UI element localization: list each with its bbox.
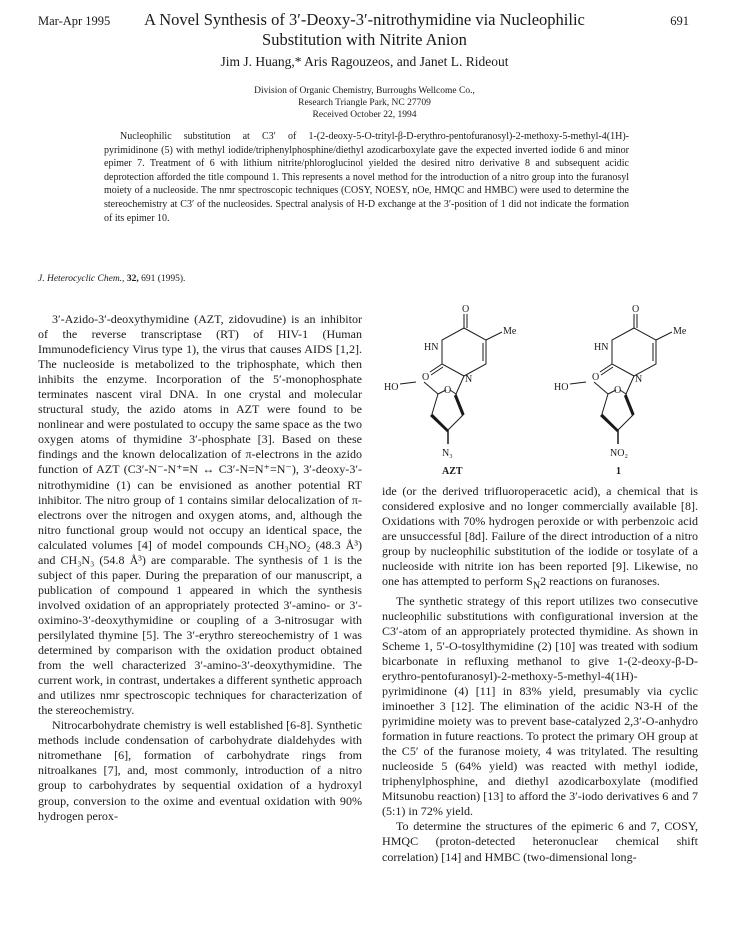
running-header-date: Mar-Apr 1995 (38, 14, 111, 28)
citation-volume: 32, (126, 274, 139, 284)
article-title (0, 10, 729, 50)
atom-azide: N₃ (442, 448, 453, 459)
atom-ring-o: O (444, 385, 452, 396)
journal-citation (38, 274, 185, 284)
atom-n1: N (635, 374, 643, 385)
title-line-2: Substitution with Nitrite Anion (262, 30, 467, 49)
structure-compound-1 (554, 304, 687, 474)
paragraph-intro: 3′-Azido-3′-deoxythymidine (AZT, zidovudine) is an inhibitor of the reverse transcriptase (RT) of HIV-1 (Human Immunodeficiency Virus type 1), the virus that causes AIDS [1,2]. The nucleoside is metabolized to the triphosphate, which then inhibits the enzyme. Incorporation of the 5′-monophosphate terminates nascent viral DNA. In one crystal and molecular structural study, the azido atoms in AZT were found to be nonlinear and were postulated to occupy the same space as the two oxygen atoms of thymidine 3′-phosphate [3]. Based on these findings and the known delocalization of π-electrons in the azido function of AZT (C3′-N⁻-N⁺≡N ↔ C3′-N=N⁺=N⁻), 3′-deoxy-3′-nitrothymidine (1) can be envisioned as another potential RT inhibitor. The nitro group of 1 contains similar delocalization of π-electrons over the nitrogen and oxygen atoms, and, although the nitro functional group would not occupy an identical space, the calculated volumes [4] of model compounds CH₃NO₂ (48.3 Å³) and CH₃N₃ (54.8 Å³) are comparable. The synthesis of 1 is the subject of this paper. During the preparation of our manuscript, a publication of compound 1 appeared in which the synthesis involved oxidation of an appropriately protected 3′-amino- or 3′-oximino-3′-deoxythymidine or coupling of a 3-nitrosugar with persilylated thymine [5]. The 3′-erythro stereochemistry of 1 was determined by comparison with the oxidation product obtained from the well characterized 3′-amino-3′-deoxythymidine. The current work, in contrast, undertakes a different synthetic approach and utilizes nmr spectroscopic techniques for characterization of the stereochemistry. (38, 312, 362, 718)
paragraph-strategy: The synthetic strategy of this report utilizes two consecutive nucleophilic substitutions with configurational inversion at the C3′-atom of an appropriately protected thymidine. As shown in Scheme 1, 5′-O-tosylthymidine (2) [10] was treated with sodium bicarbonate in refluxing methanol to give 1-(2-deoxy-β-D-erythro-pentofuranosyl)-2-methoxy-5-methyl-4(1H)-pyrimidinone (4) [11] in 83% yield, presumably via cyclic iminoether 3 [12]. The elimination of the acidic N3-H of the pyrimidine moiety was to prevent base-catalyzed 2,3′-O-anhydro formation in future reactions. To protect the primary OH group at the C5′ of the furanose moiety, 4 was tritylated. The resulting nucleoside 5 (64% yield) was reacted with methyl iodide, triphenylphosphine, and diethyl azodicarboxylate (modified Mitsunobu reaction) [13] to afford the 3′-iodo derivatives 6 and 7 (5:1) in 72% yield. (382, 593, 698, 819)
atom-hn: HN (424, 342, 439, 353)
paragraph-peroxide: ide (or the derived trifluoroperacetic acid), a chemical that is considered explosive and no longer commercially available [8]. Oxidations with 70% hydrogen peroxide or with perbenzoic acid are unsuccessful [8d]. Failure of the direct introduction of a nitro group by nucleophilic substitution of the iodide or tosylate of a nucleoside with nitrite ion has been reported [9]. Likewise, no one has attempted to perform $S_N2$ reactions on furanoses. (382, 484, 698, 592)
atom-methyl: Me (503, 326, 517, 337)
structure-azt (384, 304, 517, 474)
atom-ho: HO (384, 382, 399, 393)
citation-pages: 691 (1995). (141, 274, 186, 284)
page-number: 691 (670, 14, 689, 28)
title-line-1: A Novel Synthesis of 3′-Deoxy-3′-nitrothymidine via Nucleophilic (144, 10, 585, 29)
atom-carbonyl-o: O (462, 304, 470, 315)
affiliation-line-1: Division of Organic Chemistry, Burroughs Wellcome Co., (254, 86, 475, 96)
atom-hn: HN (594, 342, 609, 353)
atom-c2-o: O (592, 372, 600, 383)
affiliation-line-2: Research Triangle Park, NC 27709 (298, 98, 431, 108)
paragraph-structures: To determine the structures of the epimeric 6 and 7, COSY, HMQC (proton-detected heteronuclear chemical shift correlation) [14] and HMBC (two-dimensional long- (382, 819, 698, 864)
received-date: Received October 22, 1994 (312, 110, 417, 120)
citation-journal: J. Heterocyclic Chem., (38, 274, 125, 284)
atom-c2-o: O (422, 372, 430, 383)
atom-ho: HO (554, 382, 569, 393)
chemical-structures-figure (380, 298, 698, 474)
atom-n1: N (465, 374, 473, 385)
body-column-left (38, 312, 362, 824)
body-column-right (382, 484, 698, 865)
structure-label-azt: AZT (442, 466, 463, 474)
author-list: Jim J. Huang,* Aris Ragouzeos, and Janet L. Rideout (220, 54, 509, 69)
abstract: Nucleophilic substitution at C3′ of 1-(2-deoxy-5-O-trityl-β-D-erythro-pentofuranosyl)-2-methoxy-5-methyl-4(1H)-pyrimidinone (5) with methyl iodide/triphenylphosphine/diethyl azodicarboxylate gave the expected inverted iodide 6 and minor epimer 7. Treatment of 6 with lithium nitrite/phloroglucinol yielded the desired nitro derivative 8 and subsequent acidic deprotection afforded the title compound 1. This represents a novel method for the introduction of a nitro group into the furanosyl moiety of a nucleoside. The nmr spectroscopic techniques (COSY, NOESY, nOe, HMQC and HMBC) were used to determine the stereochemistry at C3′ of the nucleosides. Spectral analysis of H-D exchange at the 3′-position of 1 did not indicate the formation of its epimer 10. (104, 131, 629, 224)
atom-nitro: NO₂ (610, 448, 628, 459)
paragraph-nitrocarbohydrate: Nitrocarbohydrate chemistry is well established [6-8]. Synthetic methods include condensation of carbohydrate dialdehydes with nitromethane [6], formation of carbohydrate rings from nitroalkanes [7], and, most commonly, introduction of a nitro group to carbohydrates by sequential oxidation of a hydroxyl group, conversion to the oxime and eventual oxidation with 90% hydrogen perox- (38, 718, 362, 823)
atom-methyl: Me (673, 326, 687, 337)
structure-label-1: 1 (616, 466, 621, 474)
atom-ring-o: O (614, 385, 622, 396)
atom-carbonyl-o: O (632, 304, 640, 315)
